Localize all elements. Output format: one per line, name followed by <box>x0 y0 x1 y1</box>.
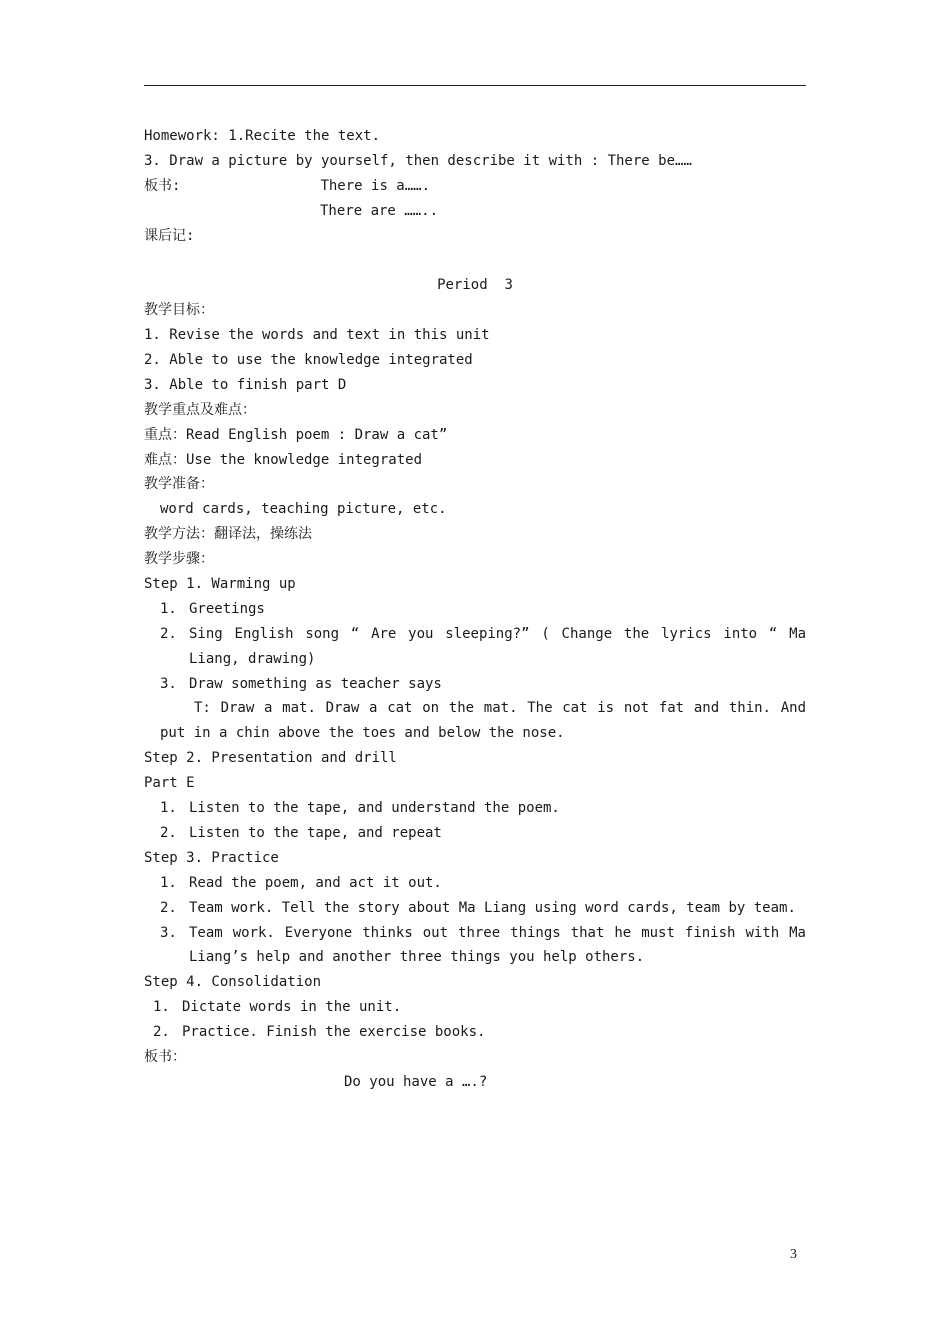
board-item-1: There is a……. <box>320 177 431 194</box>
list-item: 1. Listen to the tape, and understand the poem. <box>160 800 560 817</box>
homework-line-1: Homework: 1.Recite the text. <box>144 128 381 144</box>
list-item-cont: Liang’s help and another three things you help others. <box>189 949 645 966</box>
prep-text: word cards, teaching picture, etc. <box>160 501 447 518</box>
homework-line-2: 3. Draw a picture by yourself, then describe it with : There be…… <box>144 152 692 169</box>
objective-item: 1. Revise the words and text in this unit <box>144 327 490 344</box>
list-item: 1. Dictate words in the unit. <box>153 999 402 1016</box>
list-item: 2. Listen to the tape, and repeat <box>160 824 442 841</box>
list-item: 1. Read the poem, and act it out. <box>160 874 442 891</box>
list-item: 1. Greetings <box>160 600 265 617</box>
part-label: Part E <box>144 775 195 792</box>
prep-heading: 教学准备： <box>144 476 214 493</box>
teacher-line-1: T: Draw a mat. Draw a cat on the mat. The cat is not fat and thin. And <box>194 700 806 717</box>
page-number: 3 <box>790 1247 797 1262</box>
key-heading: 教学重点及难点： <box>144 401 256 418</box>
after-class-notes: 课后记: <box>144 227 195 244</box>
board-line-1 <box>144 174 806 199</box>
step4-title: Step 4. Consolidation <box>144 974 322 991</box>
board-item-2: There are …….. <box>320 202 439 219</box>
step2-title: Step 2. Presentation and drill <box>144 750 397 767</box>
objective-item: 3. Able to finish part D <box>144 376 347 393</box>
key-point: 重点：Read English poem : Draw a cat” <box>144 426 448 443</box>
list-item: 3. Draw something as teacher says <box>160 675 442 692</box>
steps-heading: 教学步骤： <box>144 551 214 568</box>
blank-line <box>144 248 806 273</box>
period-title: Period 3 <box>437 277 513 294</box>
method-line: 教学方法：翻译法，操练法 <box>144 526 312 543</box>
step1-title: Step 1. Warming up <box>144 576 296 593</box>
list-item: 2. Team work. Tell the story about Ma Liang using word cards, team by team. <box>160 899 796 916</box>
list-item: 2. Practice. Finish the exercise books. <box>153 1024 486 1041</box>
header-rule <box>144 85 806 86</box>
list-item: 2. Sing English song “ Are you sleeping?” ( Change the lyrics into “ Ma <box>160 625 806 642</box>
document-body <box>144 124 806 1095</box>
objective-item: 2. Able to use the knowledge integrated <box>144 352 473 369</box>
objectives-heading: 教学目标： <box>144 302 214 319</box>
list-item-cont: Liang, drawing) <box>189 650 316 667</box>
difficult-point: 难点：Use the knowledge integrated <box>144 451 423 468</box>
list-item: 3. Team work. Everyone thinks out three things that he must finish with Ma <box>160 924 806 941</box>
board-label: 板书: <box>144 177 181 194</box>
board2-item: Do you have a ….? <box>344 1073 488 1090</box>
board2-label: 板书： <box>144 1048 186 1065</box>
teacher-line-2: put in a chin above the toes and below the nose. <box>160 725 565 742</box>
step3-title: Step 3. Practice <box>144 849 279 866</box>
